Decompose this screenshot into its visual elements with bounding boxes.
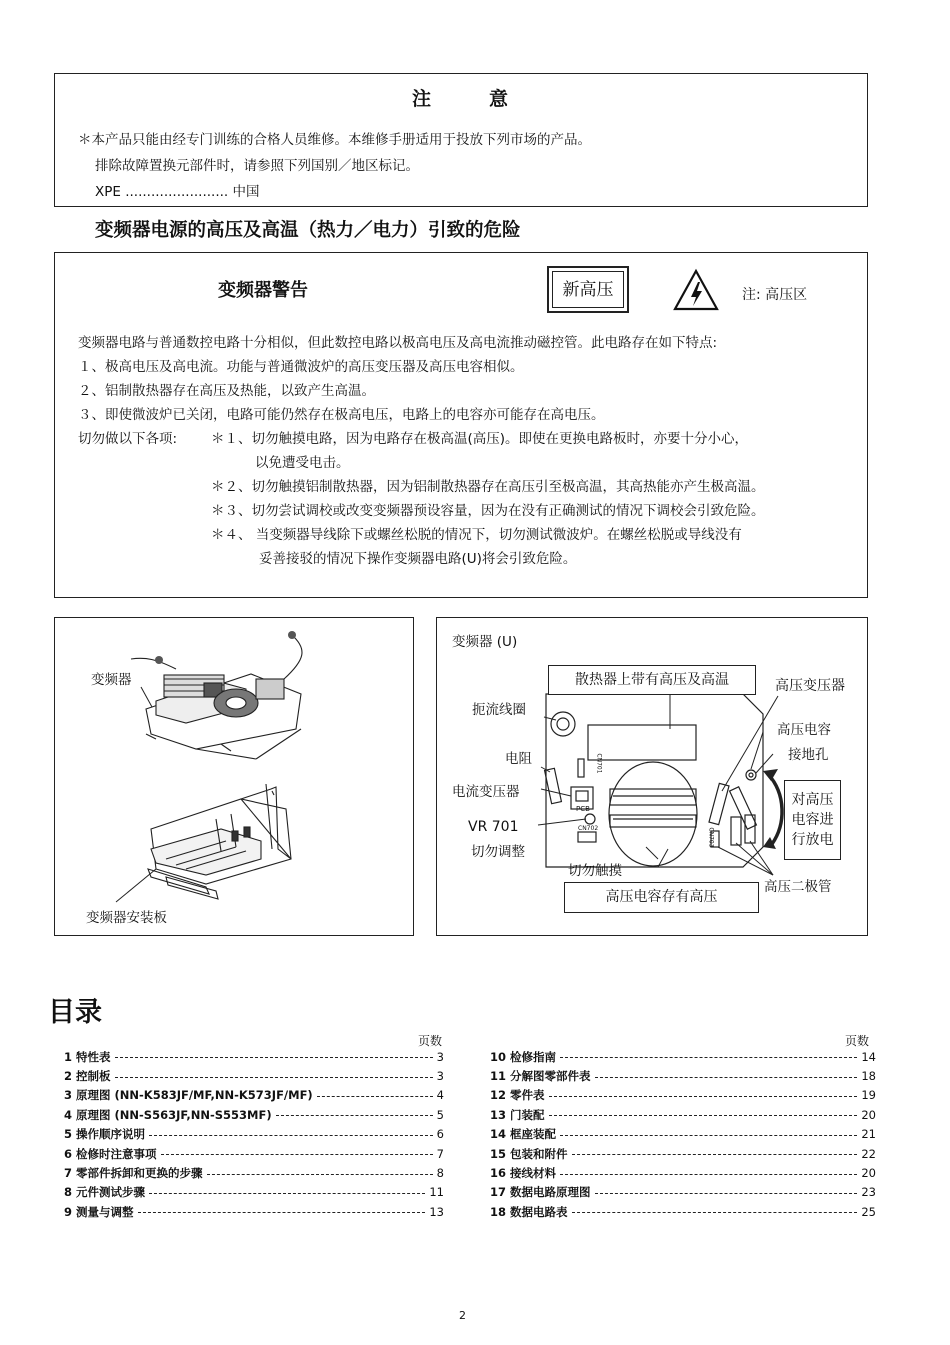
- toc-item-label: 7 零部件拆卸和更换的步骤: [64, 1166, 203, 1181]
- dont-item-1: ＊１、切勿触摸电路，因为电路存在极高温(高压)。即使在更换电路板时，亦要十分小心，: [211, 431, 749, 447]
- toc-item[interactable]: [64, 1086, 444, 1105]
- toc-item[interactable]: [490, 1144, 876, 1163]
- toc-item-page: 8: [436, 1166, 444, 1181]
- discharge-line-3: 行放电: [791, 832, 834, 848]
- warning-line-0: 变频器电路与普通数控电路十分相似，但此数控电路以极高电压及高电流推动磁控管。此电路存在如下特点:: [78, 335, 718, 351]
- toc-leader: [276, 1115, 433, 1116]
- toc-item-page: 7: [436, 1146, 444, 1161]
- toc-item[interactable]: [490, 1047, 876, 1066]
- toc-item-label: 18 数据电路表: [490, 1204, 568, 1219]
- toc-item[interactable]: [64, 1125, 444, 1144]
- toc-leader: [138, 1212, 426, 1213]
- toc-title: 目录: [48, 997, 102, 1028]
- inverter-label: 变频器: [91, 672, 132, 688]
- toc-item[interactable]: [64, 1047, 444, 1066]
- no-adjust-label: 切勿调整: [471, 844, 525, 860]
- high-voltage-area-note: 注: 高压区: [742, 287, 808, 303]
- toc-item[interactable]: [490, 1086, 876, 1105]
- toc-leader: [560, 1174, 857, 1175]
- toc-item[interactable]: [490, 1066, 876, 1085]
- dont-item-4: ＊４、 当变频器导线除下或螺丝松脱的情况下，切勿测试微波炉。在螺丝松脱或导线没有: [211, 527, 742, 543]
- toc-leader: [317, 1096, 433, 1097]
- toc-item-page: 3: [436, 1049, 444, 1064]
- toc-left-column: [64, 1047, 444, 1222]
- choke-coil-label: 扼流线圈: [472, 702, 526, 718]
- ground-hole-label: 接地孔: [788, 747, 829, 763]
- cn703-label: CN703: [707, 827, 715, 848]
- pcb-label: PCB: [576, 805, 590, 813]
- toc-item-label: 17 数据电路原理图: [490, 1185, 591, 1200]
- toc-item-label: 1 特性表: [64, 1049, 111, 1064]
- toc-item-label: 14 框座装配: [490, 1127, 557, 1142]
- inverter-illustration: [56, 619, 412, 934]
- toc-item[interactable]: [64, 1163, 444, 1182]
- current-transformer-label: 电流变压器: [452, 784, 520, 800]
- resistor-label: 电阻: [505, 751, 532, 767]
- toc-leader: [115, 1077, 433, 1078]
- toc-item-label: 4 原理图 (NN-S563JF,NN-S553MF): [64, 1107, 272, 1122]
- notice-line-1: ＊本产品只能由经专门训练的合格人员维修。本维修手册适用于投放下列市场的产品。: [78, 132, 591, 148]
- donts-label: 切勿做以下各项:: [78, 431, 178, 447]
- toc-item[interactable]: [64, 1183, 444, 1202]
- toc-leader: [560, 1135, 857, 1136]
- capacitor-high-voltage-callout: 高压电容存有高压: [564, 882, 759, 913]
- toc-item-page: 14: [861, 1049, 876, 1064]
- dont-item-4-cont: 妥善接驳的情况下操作变频器电路(U)将会引致危险。: [259, 551, 577, 567]
- notice-line-3: XPE ........................ 中国: [95, 184, 260, 200]
- discharge-line-1: 对高压: [791, 792, 834, 808]
- toc-leader: [560, 1057, 857, 1058]
- toc-item-label: 3 原理图 (NN-K583JF/MF,NN-K573JF/MF): [64, 1088, 313, 1103]
- toc-leader: [572, 1212, 858, 1213]
- toc-item[interactable]: [64, 1105, 444, 1124]
- toc-leader: [595, 1077, 858, 1078]
- toc-item-label: 5 操作顺序说明: [64, 1127, 146, 1142]
- notice-title-left: 注: [412, 88, 434, 110]
- toc-item-page: 5: [436, 1107, 444, 1122]
- toc-item-label: 10 检修指南: [490, 1049, 557, 1064]
- toc-leader: [549, 1096, 858, 1097]
- toc-item[interactable]: [490, 1105, 876, 1124]
- inverter-mount-label: 变频器安装板: [86, 910, 167, 926]
- toc-leader: [549, 1115, 858, 1116]
- toc-item-page: 20: [861, 1166, 876, 1181]
- inverter-u-title: 变频器 (U): [452, 634, 518, 650]
- toc-item-label: 2 控制板: [64, 1069, 111, 1084]
- toc-item-page: 4: [436, 1088, 444, 1103]
- high-voltage-badge: [547, 266, 629, 313]
- toc-leader: [572, 1154, 858, 1155]
- toc-item-page: 23: [861, 1185, 876, 1200]
- high-voltage-warning-icon: [673, 268, 719, 312]
- toc-leader: [149, 1135, 433, 1136]
- toc-item[interactable]: [490, 1202, 876, 1221]
- toc-leader: [161, 1154, 433, 1155]
- discharge-line-2: 电容进: [791, 812, 834, 828]
- toc-item-label: 6 检修时注意事项: [64, 1146, 157, 1161]
- toc-item-page: 11: [429, 1185, 444, 1200]
- section-title: 变频器电源的高压及高温（热力／电力）引致的危险: [95, 220, 521, 241]
- toc-right-column: [490, 1047, 876, 1222]
- warning-line-1: １、极高电压及高电流。功能与普通微波炉的高压变压器及高压电容相似。: [78, 359, 524, 375]
- toc-item-page: 19: [861, 1088, 876, 1103]
- notice-line-2: 排除故障置换元部件时，请参照下列国别／地区标记。: [95, 158, 419, 174]
- toc-item[interactable]: [64, 1202, 444, 1221]
- toc-item-label: 8 元件测试步骤: [64, 1185, 146, 1200]
- toc-item-page: 3: [436, 1069, 444, 1084]
- dont-item-3: ＊３、切勿尝试调校或改变变频器预设容量，因为在没有正确测试的情况下调校会引致危险。: [211, 503, 765, 519]
- no-touch-label: 切勿触摸: [568, 863, 622, 879]
- notice-title: [412, 84, 510, 111]
- discharge-callout: [784, 780, 841, 860]
- toc-page-head-left: 页数: [418, 1034, 443, 1048]
- toc-item-page: 25: [861, 1204, 876, 1219]
- toc-item-page: 18: [861, 1069, 876, 1084]
- toc-item-label: 11 分解图零部件表: [490, 1069, 591, 1084]
- toc-item-page: 22: [861, 1146, 876, 1161]
- warning-line-2: ２、铝制散热器存在高压及热能，以致产生高温。: [78, 383, 375, 399]
- toc-item[interactable]: [490, 1125, 876, 1144]
- hv-diode-label: 高压二极管: [764, 879, 832, 895]
- toc-leader: [207, 1174, 433, 1175]
- toc-item[interactable]: [64, 1144, 444, 1163]
- warning-title: 变频器警告: [218, 280, 308, 301]
- cn702-label: CN702: [578, 825, 599, 832]
- notice-title-right: 意: [489, 88, 511, 110]
- dont-item-1-cont: 以免遭受电击。: [255, 455, 350, 471]
- toc-item-label: 16 接线材料: [490, 1166, 557, 1181]
- toc-item-page: 6: [436, 1127, 444, 1142]
- toc-item[interactable]: [64, 1066, 444, 1085]
- toc-item-label: 15 包装和附件: [490, 1146, 568, 1161]
- toc-leader: [149, 1193, 425, 1194]
- toc-item-label: 9 测量与调整: [64, 1204, 134, 1219]
- toc-item-page: 13: [429, 1204, 444, 1219]
- high-voltage-badge-text: 新高压: [552, 271, 624, 308]
- toc-item-page: 20: [861, 1107, 876, 1122]
- toc-item-label: 13 门装配: [490, 1107, 545, 1122]
- heatsink-callout: 散热器上带有高压及高温: [548, 665, 756, 695]
- toc-leader: [115, 1057, 433, 1058]
- page-number: 2: [459, 1309, 466, 1322]
- toc-item-label: 12 零件表: [490, 1088, 545, 1103]
- toc-page-head-right: 页数: [845, 1034, 870, 1048]
- hv-transformer-label: 高压变压器: [775, 678, 845, 694]
- toc-item-page: 21: [861, 1127, 876, 1142]
- warning-line-3: ３、即使微波炉已关闭，电路可能仍然存在极高电压，电路上的电容亦可能存在高电压。: [78, 407, 605, 423]
- dont-item-2: ＊２、切勿触摸铝制散热器，因为铝制散热器存在高压引至极高温，其高热能亦产生极高温。: [211, 479, 765, 495]
- hv-capacitor-label: 高压电容: [777, 722, 831, 738]
- toc-item[interactable]: [490, 1183, 876, 1202]
- toc-leader: [595, 1193, 858, 1194]
- cn701-label: CN701: [595, 753, 603, 774]
- toc-item[interactable]: [490, 1163, 876, 1182]
- vr701-label: VR 701: [468, 819, 519, 835]
